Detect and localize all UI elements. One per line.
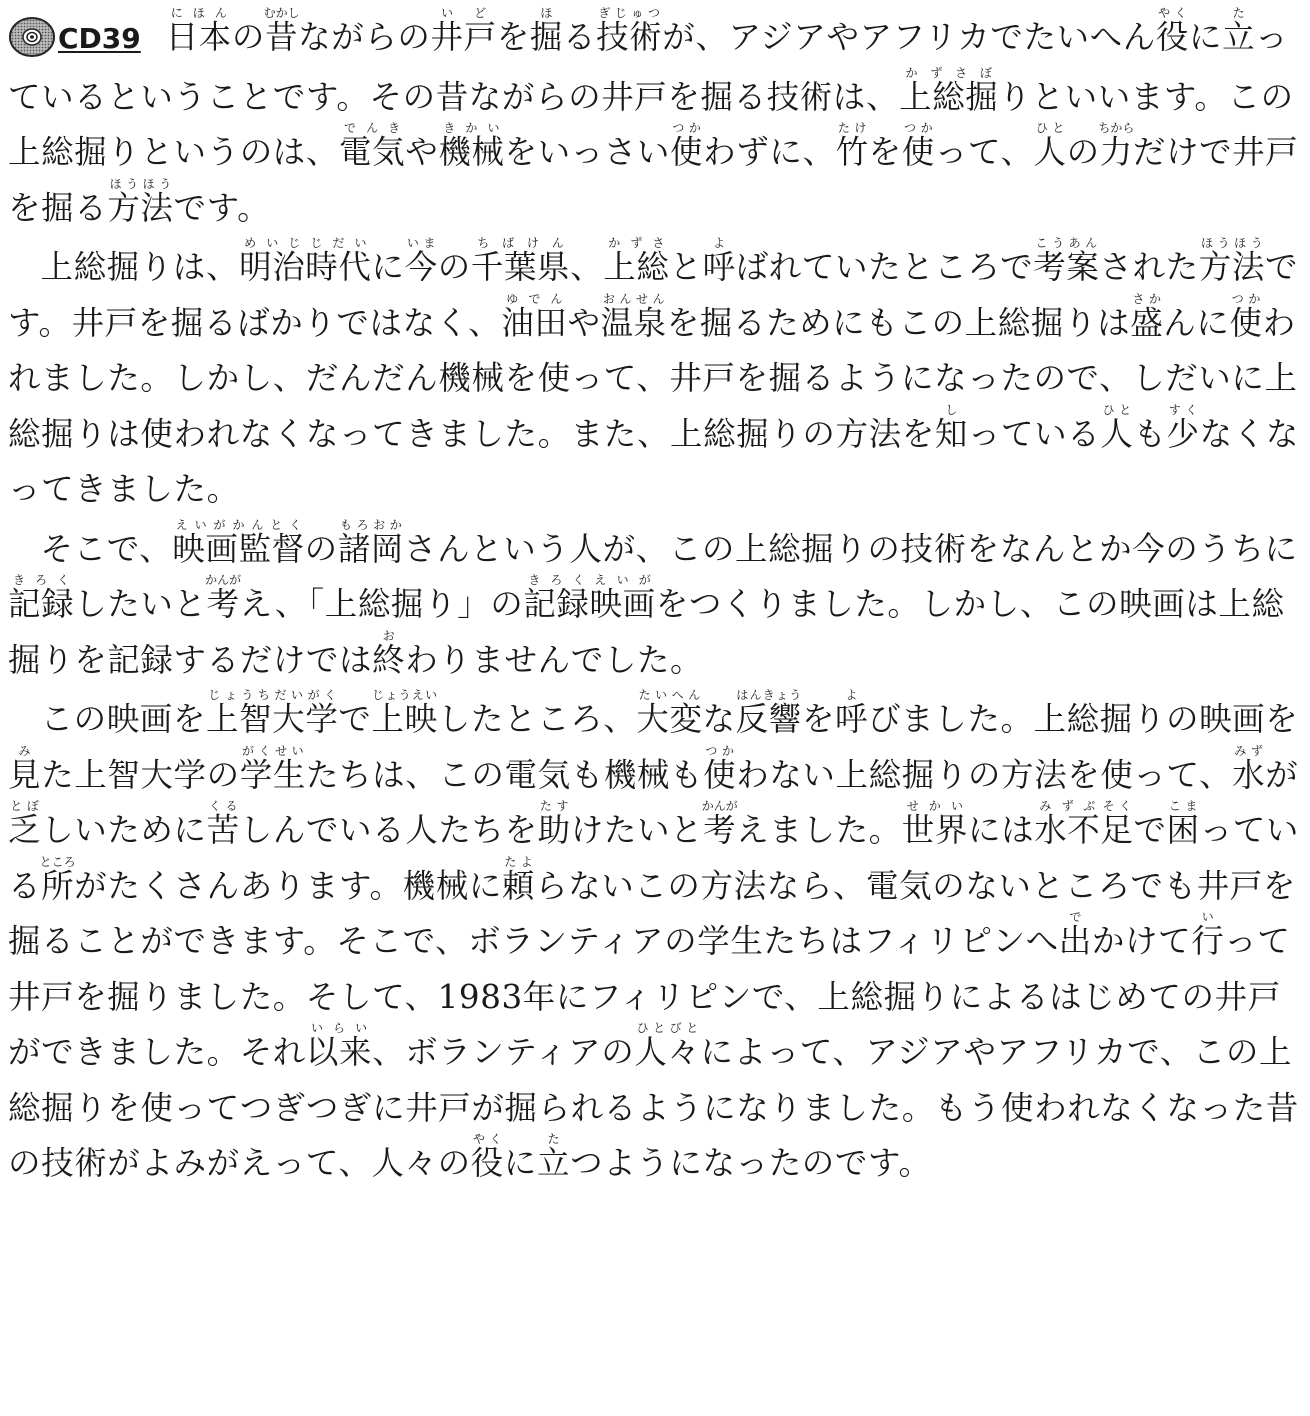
- text-run: には: [967, 811, 1035, 849]
- text-run: の: [437, 248, 471, 286]
- furigana-reading: かずさ: [603, 236, 670, 250]
- furigana-reading: いど: [430, 6, 497, 20]
- furigana-reading: みずぶ: [1034, 799, 1101, 813]
- text-run: っているということです。その昔ながらの井戸を掘る技術は、: [8, 18, 1289, 116]
- paragraph: [8, 236, 1300, 518]
- furigana-reading: かんが: [701, 799, 738, 813]
- furigana-word: [107, 176, 174, 227]
- furigana-reading: じょうちだいがく: [206, 688, 339, 702]
- text-run: を: [868, 133, 902, 171]
- furigana-reading: たよ: [501, 854, 536, 869]
- furigana-word: [634, 1021, 701, 1071]
- text-run: わない上総掘りの方法を使って、: [736, 755, 1233, 794]
- furigana-reading: でんき: [339, 121, 406, 135]
- furigana-reading: きろく: [8, 573, 75, 587]
- kanji-text: 立: [536, 1144, 571, 1182]
- kanji-text: 頼: [501, 866, 536, 905]
- kanji-text: 井戸: [430, 18, 497, 56]
- text-run: だけで井戸を掘る: [8, 133, 1299, 227]
- text-run: がたくさんあります。機械に: [74, 866, 502, 905]
- furigana-reading: とぼ: [8, 799, 42, 813]
- text-run: る: [562, 18, 597, 56]
- kanji-text: 役: [1155, 18, 1189, 56]
- kanji-text: 少: [1166, 414, 1200, 453]
- kanji-text: 人: [1033, 133, 1067, 171]
- furigana-word: [501, 854, 536, 905]
- furigana-word: [1232, 743, 1266, 794]
- text-run: らないこの方法なら、電気のないところでも井戸を掘ることができます。そこで、ボランティアの学生たちはフィリピンへ: [8, 866, 1297, 960]
- text-run: が: [1265, 755, 1299, 794]
- kanji-text: 明治時代: [239, 248, 372, 286]
- kanji-text: 使: [703, 755, 737, 794]
- furigana-word: [239, 236, 372, 286]
- furigana-reading: お: [372, 628, 406, 643]
- furigana-word: [337, 517, 404, 568]
- text-run: を掘るためにもこの上総掘りは: [666, 303, 1131, 342]
- kanji-text: 水: [1232, 755, 1266, 794]
- furigana-reading: やく: [470, 1132, 504, 1146]
- furigana-word: [239, 743, 306, 794]
- furigana-reading: ひと: [1100, 402, 1134, 417]
- furigana-reading: おんせん: [600, 291, 667, 306]
- kanji-text: 出: [1058, 922, 1092, 960]
- furigana-reading: い: [1191, 910, 1225, 924]
- furigana-reading: ぎじゅつ: [596, 6, 663, 20]
- text-run: たちは、この電気も機械も: [305, 755, 704, 794]
- furigana-reading: ほう: [1198, 236, 1232, 250]
- furigana-word: [899, 65, 999, 116]
- text-run: りといいます。この上総掘りというのは、: [8, 77, 1294, 171]
- kanji-text: 方法: [107, 188, 174, 227]
- text-run: って井戸を掘りました。そして、1983年にフィリピンで、上総掘りによるはじめての井戸ができました。それ: [8, 922, 1291, 1071]
- furigana-reading: つか: [901, 121, 935, 135]
- furigana-word: [470, 1132, 504, 1182]
- furigana-word: [1100, 402, 1134, 453]
- kanji-text: 記録映画: [523, 585, 656, 623]
- furigana-reading: いま: [404, 236, 438, 250]
- text-run: この映画を: [40, 700, 207, 738]
- furigana-reading: よ: [834, 688, 869, 702]
- text-run: によって、アジアやアフリカで、この上総掘りを使ってつぎつぎに井戸が掘られるようになりました。もう使われなくなった昔の技術がよみがえって、人々の: [8, 1033, 1299, 1182]
- furigana-word: [39, 854, 76, 905]
- kanji-text: 行: [1191, 922, 1225, 960]
- furigana-word: [339, 121, 406, 171]
- furigana-reading: み: [8, 743, 42, 758]
- furigana-reading: えいがかんとく: [172, 517, 305, 532]
- furigana-word: [523, 573, 656, 623]
- furigana-word: [1166, 402, 1200, 453]
- kanji-text: 足: [1100, 811, 1134, 849]
- furigana-word: [1231, 236, 1265, 286]
- furigana-word: [404, 236, 438, 286]
- text-run: え、「上総掘り」の: [239, 585, 524, 623]
- text-run: 、ボランティアの: [372, 1033, 635, 1071]
- kanji-text: 考: [701, 811, 738, 849]
- furigana-word: [205, 573, 242, 623]
- furigana-word: [701, 799, 738, 849]
- text-run: って、: [934, 133, 1034, 171]
- furigana-word: [834, 688, 869, 738]
- text-run: で: [338, 700, 372, 738]
- kanji-text: 千葉県: [470, 248, 571, 286]
- kanji-text: 技術: [596, 18, 663, 56]
- text-run: に: [371, 248, 405, 286]
- furigana-reading: つか: [703, 743, 737, 758]
- kanji-text: 上総: [603, 248, 670, 286]
- kanji-text: 見: [8, 755, 42, 794]
- text-run: つようになったのです。: [570, 1144, 932, 1182]
- text-run: さんという人が、この上総掘りの技術をなんとか今のうちに: [403, 529, 1298, 568]
- text-run: された: [1099, 248, 1199, 286]
- text-run: をつくりました。しかし、この映画は上総掘りを記録するだけでは: [8, 585, 1285, 679]
- furigana-reading: たけ: [835, 121, 869, 135]
- furigana-reading: ひと: [1033, 121, 1067, 135]
- furigana-word: [603, 236, 670, 286]
- kanji-text: 終: [372, 640, 406, 679]
- text-run: の: [1066, 133, 1100, 171]
- text-run: に: [503, 1144, 537, 1182]
- furigana-reading: むかし: [263, 6, 300, 20]
- furigana-reading: ゆでん: [501, 291, 568, 306]
- text-run: も: [1133, 414, 1167, 453]
- kanji-text: 力: [1098, 133, 1135, 171]
- text-run: ながらの: [298, 18, 431, 56]
- kanji-text: 反響: [735, 700, 802, 738]
- furigana-word: [263, 6, 300, 56]
- text-run: が、アジアやアフリカでたいへん: [662, 18, 1156, 56]
- furigana-word: [372, 628, 406, 679]
- text-run: をいっさい: [504, 133, 671, 171]
- kanji-text: 所: [39, 866, 76, 905]
- furigana-reading: かずさぼ: [899, 65, 999, 80]
- kanji-text: 世界: [901, 811, 968, 849]
- text-run: を: [496, 18, 530, 56]
- furigana-word: [1058, 910, 1092, 960]
- furigana-reading: じょうえい: [371, 688, 438, 702]
- furigana-reading: こうあん: [1033, 236, 1100, 250]
- text-run: に: [1188, 18, 1223, 56]
- kanji-text: 困: [1166, 811, 1200, 849]
- kanji-text: 上映: [371, 700, 438, 738]
- kanji-text: 温泉: [600, 303, 667, 342]
- text-run: かけて: [1091, 922, 1192, 960]
- kanji-text: 上智大学: [206, 700, 339, 738]
- furigana-word: [1033, 236, 1100, 286]
- text-run: た上智大学の: [41, 755, 240, 794]
- furigana-reading: ひとびと: [634, 1021, 701, 1035]
- kanji-text: 使: [670, 133, 704, 171]
- furigana-reading: かんが: [205, 573, 242, 587]
- text-run: です。: [173, 188, 271, 227]
- furigana-word: [8, 799, 42, 849]
- text-run: したところ、: [437, 700, 637, 738]
- furigana-reading: よ: [702, 236, 736, 250]
- furigana-word: [1155, 6, 1189, 56]
- furigana-reading: きかい: [438, 121, 505, 135]
- furigana-reading: ほう: [1231, 236, 1265, 250]
- furigana-word: [470, 236, 571, 286]
- furigana-word: [596, 6, 663, 56]
- text-run: で: [1133, 811, 1167, 849]
- furigana-reading: せかい: [901, 799, 968, 813]
- furigana-reading: たす: [537, 799, 571, 813]
- text-run: を: [801, 700, 835, 738]
- furigana-word: [703, 743, 737, 794]
- furigana-word: [901, 799, 968, 849]
- furigana-word: [1034, 799, 1101, 849]
- paragraph: [8, 688, 1300, 1192]
- furigana-reading: つか: [670, 121, 704, 135]
- text-run: われました。しかし、だんだん機械を使って、井戸を掘るようになったので、しだいに上総掘りは使われなくなってきました。また、上総掘りの方法を: [8, 303, 1298, 453]
- kanji-text: 昔: [263, 18, 300, 56]
- text-run: な: [702, 700, 736, 738]
- furigana-reading: ところ: [39, 854, 76, 869]
- kanji-text: 日本: [165, 18, 232, 56]
- furigana-word: [172, 517, 305, 568]
- furigana-reading: ほうほう: [107, 176, 174, 191]
- furigana-word: [206, 688, 339, 738]
- text-run: しいために: [41, 811, 207, 849]
- text-run: けたいと: [570, 811, 704, 849]
- kanji-text: 以来: [305, 1033, 373, 1071]
- kanji-text: 呼: [834, 700, 869, 738]
- furigana-word: [1191, 910, 1225, 960]
- furigana-reading: ちから: [1098, 121, 1135, 135]
- text-run: ばれていたところで: [735, 248, 1034, 286]
- furigana-word: [536, 1132, 571, 1182]
- kanji-text: 油田: [501, 303, 568, 342]
- furigana-word: [1198, 236, 1232, 286]
- text-run: そこで、: [40, 529, 173, 568]
- kanji-text: 立: [1222, 18, 1256, 56]
- furigana-reading: にほん: [165, 6, 232, 20]
- furigana-reading: し: [934, 402, 968, 417]
- furigana-reading: つか: [1229, 291, 1263, 306]
- text-run: 上総掘りは、: [40, 248, 240, 286]
- cd-disc-icon: [8, 16, 58, 58]
- furigana-word: [934, 402, 968, 453]
- kanji-text: 今: [404, 248, 438, 286]
- furigana-reading: こま: [1166, 799, 1200, 813]
- text-run: んに: [1163, 303, 1230, 342]
- furigana-reading: きろくえいが: [523, 573, 656, 587]
- furigana-word: [305, 1021, 373, 1071]
- furigana-word: [1222, 6, 1256, 56]
- kanji-text: 機械: [438, 133, 505, 171]
- furigana-word: [1130, 291, 1164, 342]
- furigana-reading: そく: [1100, 799, 1134, 813]
- paragraph: [8, 6, 1300, 236]
- text-run: です。井戸を掘るばかりではなく、: [8, 248, 1299, 342]
- furigana-word: [901, 121, 935, 171]
- kanji-text: 苦: [206, 811, 240, 849]
- furigana-reading: た: [536, 1132, 571, 1146]
- furigana-reading: すく: [1166, 402, 1200, 417]
- kanji-text: 上総掘: [899, 77, 999, 116]
- text-run: したいと: [74, 585, 207, 623]
- text-run: っている: [967, 414, 1101, 453]
- kanji-text: 掘: [529, 18, 563, 56]
- kanji-text: 使: [901, 133, 935, 171]
- furigana-word: [371, 688, 438, 738]
- furigana-reading: はんきょう: [735, 688, 802, 702]
- furigana-word: [165, 6, 232, 56]
- kanji-text: 考: [205, 585, 242, 623]
- kanji-text: 法: [1231, 248, 1265, 286]
- furigana-reading: た: [1222, 6, 1256, 20]
- furigana-word: [537, 799, 571, 849]
- furigana-word: [1033, 121, 1067, 171]
- text-run: えました。: [736, 811, 902, 849]
- furigana-word: [501, 291, 568, 342]
- furigana-word: [529, 6, 563, 56]
- reading-passage: [8, 6, 1300, 1192]
- kanji-text: 諸岡: [337, 529, 404, 568]
- text-run: なくなってきました。: [8, 414, 1299, 508]
- kanji-text: 盛: [1130, 303, 1164, 342]
- furigana-reading: さか: [1130, 291, 1164, 306]
- furigana-word: [1166, 799, 1200, 849]
- furigana-reading: ちばけん: [470, 236, 571, 250]
- kanji-text: 人々: [634, 1033, 701, 1071]
- kanji-text: 乏: [8, 811, 42, 849]
- furigana-reading: いらい: [305, 1021, 373, 1035]
- furigana-word: [1098, 121, 1135, 171]
- kanji-text: 記録: [8, 585, 75, 623]
- furigana-word: [206, 799, 240, 849]
- kanji-text: 水不: [1034, 811, 1101, 849]
- kanji-text: 呼: [702, 248, 736, 286]
- text-run: や: [567, 303, 601, 342]
- kanji-text: 使: [1229, 303, 1263, 342]
- paragraph: [8, 518, 1300, 689]
- kanji-text: 大変: [636, 700, 703, 738]
- furigana-word: [670, 121, 704, 171]
- furigana-word: [8, 743, 42, 794]
- furigana-reading: で: [1058, 910, 1092, 924]
- track-header: [8, 10, 141, 65]
- furigana-word: [1100, 799, 1134, 849]
- furigana-reading: みず: [1232, 743, 1266, 758]
- text-run: の: [304, 529, 338, 568]
- furigana-word: [735, 688, 802, 738]
- furigana-word: [636, 688, 703, 738]
- furigana-reading: くる: [206, 799, 240, 813]
- kanji-text: 竹: [835, 133, 869, 171]
- text-run: と: [669, 248, 703, 286]
- furigana-word: [8, 573, 75, 623]
- text-run: や: [405, 133, 439, 171]
- kanji-text: 助: [537, 811, 571, 849]
- furigana-reading: もろおか: [337, 517, 404, 532]
- furigana-word: [1229, 291, 1263, 342]
- text-run: しんでいる人たちを: [239, 811, 538, 849]
- text-run: の: [231, 18, 266, 56]
- furigana-reading: がくせい: [239, 743, 306, 758]
- furigana-word: [430, 6, 497, 56]
- furigana-reading: ほ: [529, 6, 563, 20]
- kanji-text: 考案: [1033, 248, 1100, 286]
- text-run: わりませんでした。: [405, 640, 704, 679]
- kanji-text: 映画監督: [172, 529, 305, 568]
- furigana-word: [835, 121, 869, 171]
- furigana-word: [600, 291, 667, 342]
- kanji-text: 電気: [339, 133, 406, 171]
- kanji-text: 方: [1198, 248, 1232, 286]
- furigana-reading: たいへん: [636, 688, 703, 702]
- text-run: びました。上総掘りの映画を: [868, 700, 1299, 738]
- kanji-text: 役: [470, 1144, 504, 1182]
- furigana-reading: めいじじだい: [239, 236, 372, 250]
- text-run: っている: [8, 811, 1300, 905]
- kanji-text: 知: [934, 414, 968, 453]
- kanji-text: 人: [1100, 414, 1134, 453]
- furigana-word: [438, 121, 505, 171]
- kanji-text: 学生: [239, 755, 306, 794]
- track-label: CD39: [58, 22, 141, 55]
- furigana-word: [702, 236, 736, 286]
- text-run: 、: [570, 248, 604, 286]
- furigana-reading: やく: [1155, 6, 1189, 20]
- text-run: わずに、: [703, 133, 836, 171]
